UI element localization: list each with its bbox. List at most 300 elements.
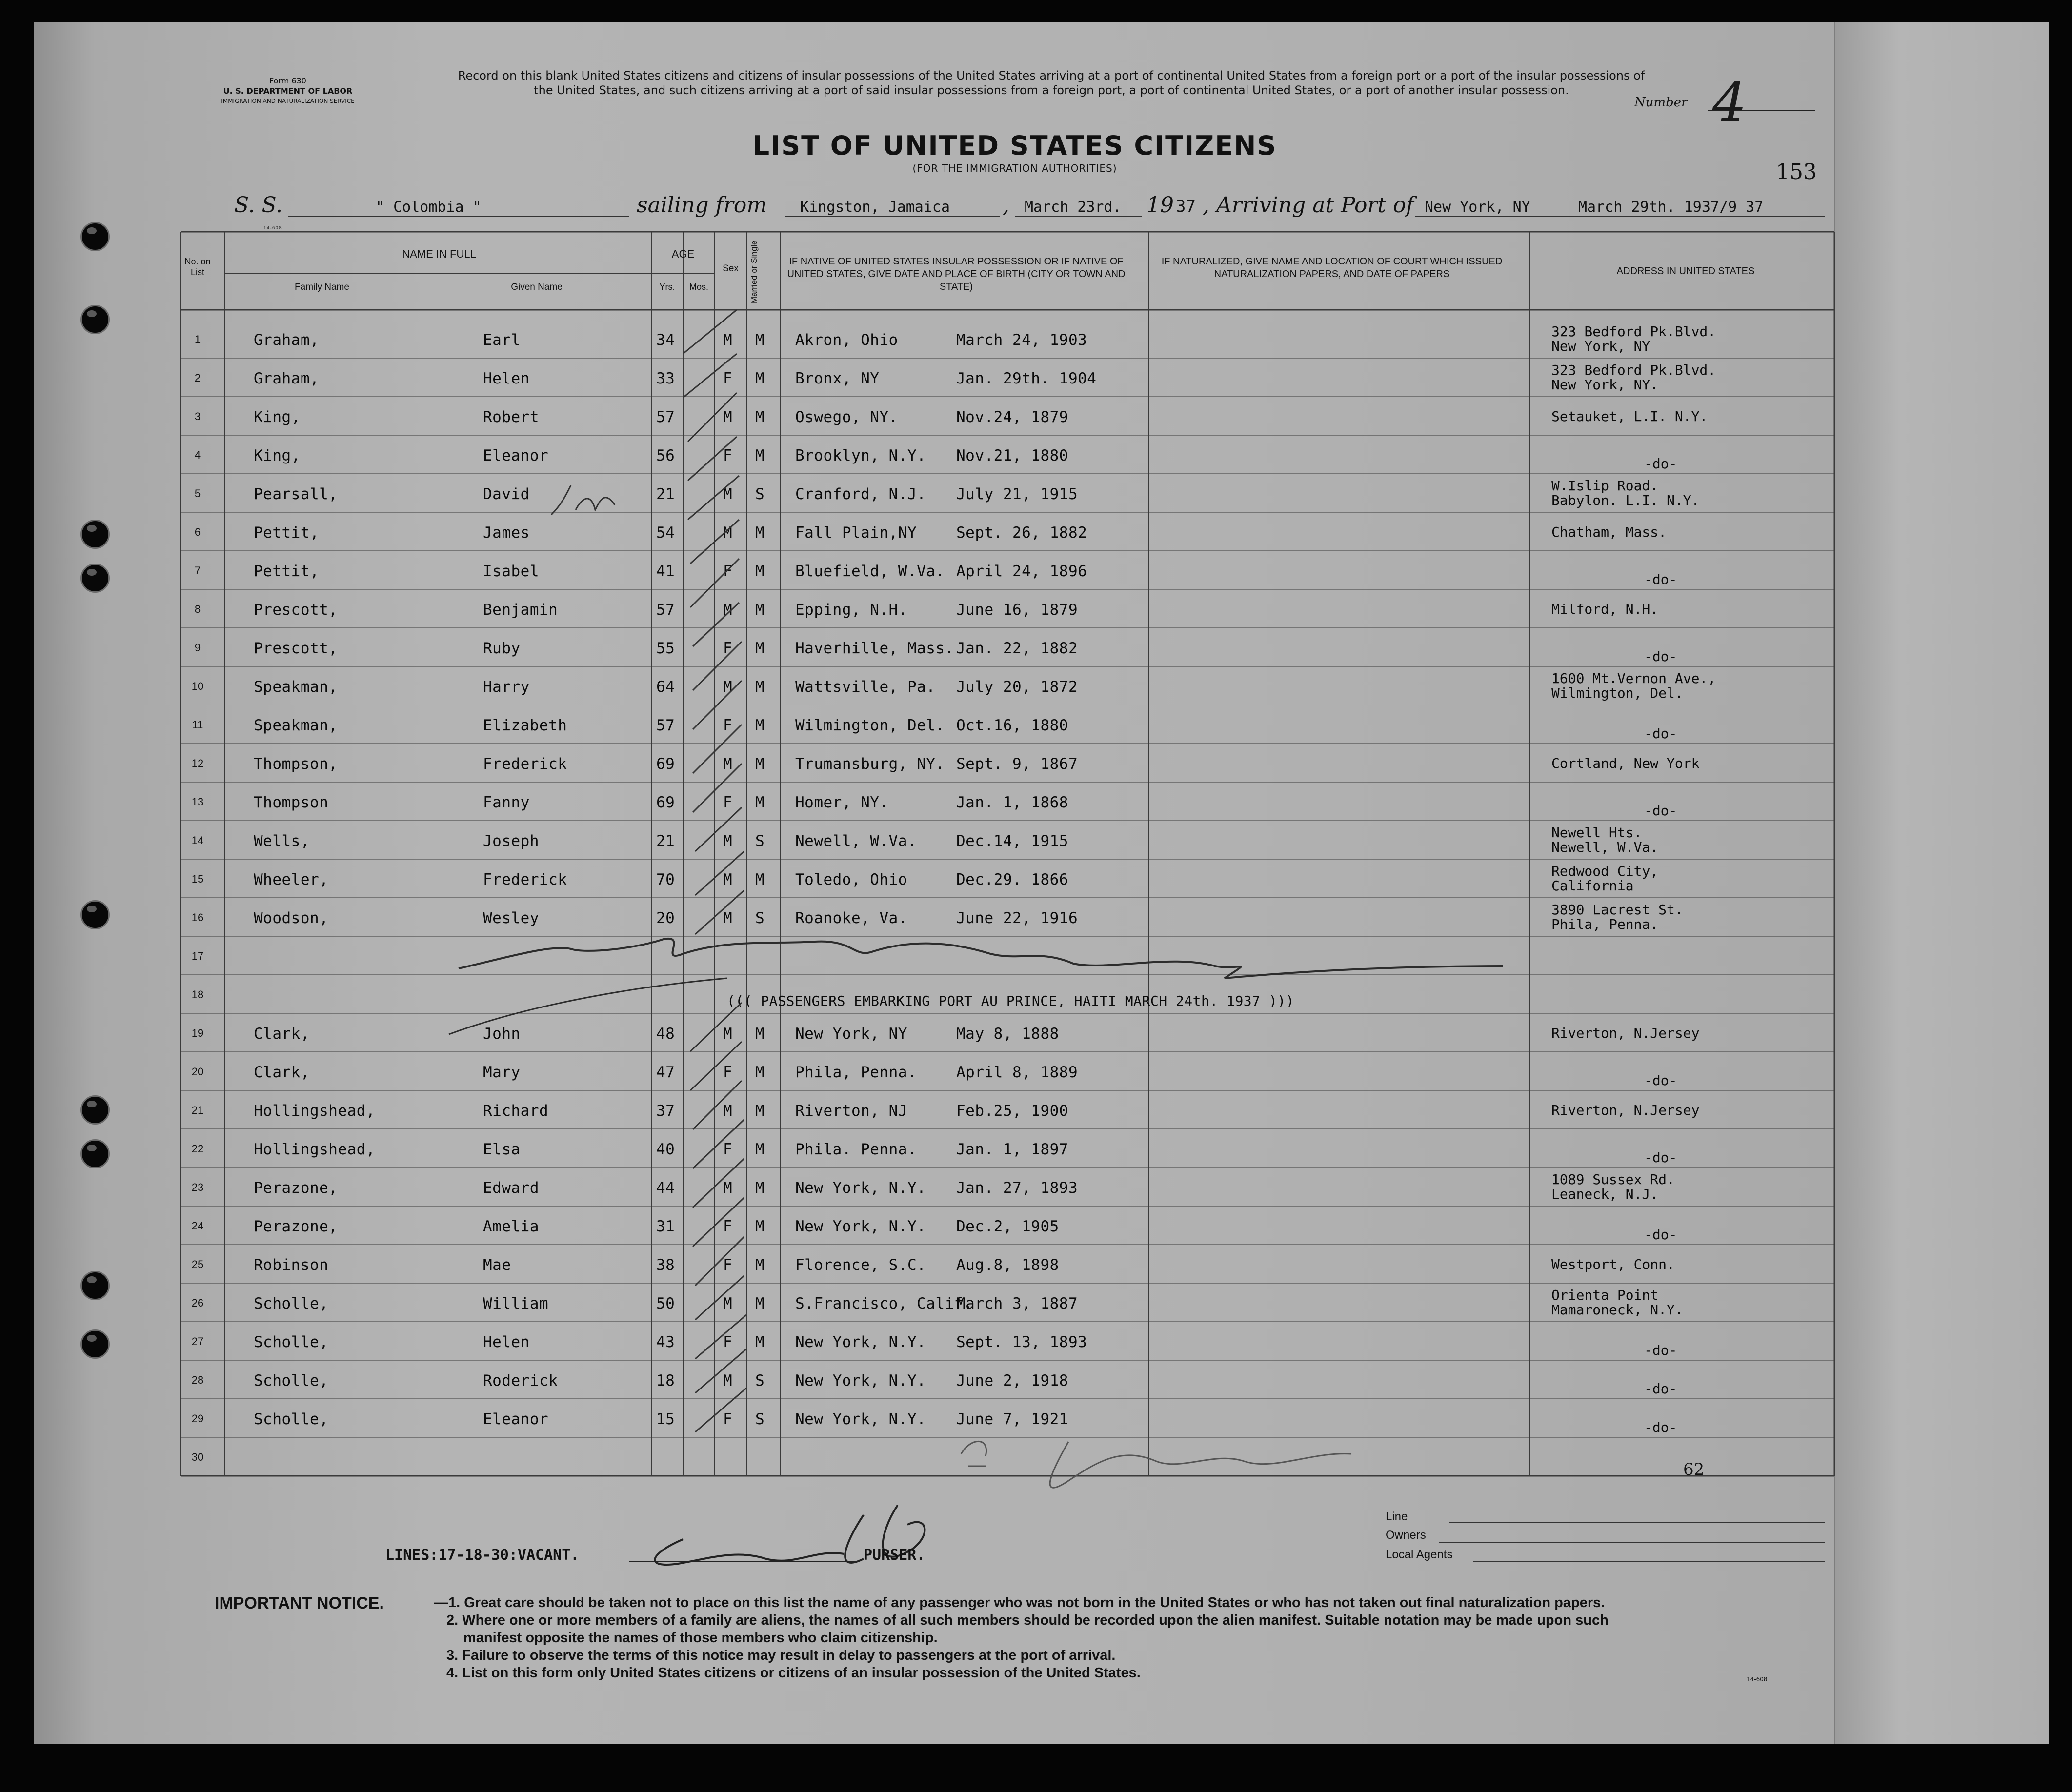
notice-3: 3. Failure to observe the terms of this notice may result in delay to passengers at the port of arrival. — [446, 1648, 1116, 1663]
punch-hole — [80, 564, 110, 593]
row-number: 28 — [191, 1374, 204, 1386]
sex: F — [723, 1141, 733, 1158]
arrival-port: New York, NY — [1425, 199, 1530, 216]
address — [1551, 756, 1699, 771]
birth-place: Cranford, N.J. — [795, 485, 926, 503]
row-number: 18 — [191, 988, 204, 1001]
sex: M — [723, 524, 733, 542]
sheet-edge — [1834, 22, 2049, 1744]
birth-date: Feb.25, 1900 — [956, 1102, 1068, 1120]
address — [1551, 1172, 1675, 1202]
marital-status: M — [755, 370, 765, 387]
address — [1644, 649, 1677, 664]
sex: M — [723, 1025, 733, 1043]
arrival-date-rule — [1571, 216, 1825, 217]
address-line: Milford, N.H. — [1551, 601, 1659, 617]
arriving-label: , Arriving at Port of — [1203, 193, 1414, 218]
birth-place: Newell, W.Va. — [795, 832, 917, 850]
punch-hole — [80, 1139, 110, 1168]
birth-place: Akron, Ohio — [795, 331, 898, 349]
birth-place: Roanoke, Va. — [795, 909, 907, 927]
birth-date: Sept. 13, 1893 — [956, 1333, 1087, 1351]
given-name: Fanny — [483, 794, 530, 811]
address — [1644, 1382, 1677, 1396]
birth-date: June 2, 1918 — [956, 1372, 1068, 1389]
row-number: 19 — [191, 1027, 204, 1039]
age-years: 69 — [656, 794, 675, 811]
address — [1551, 1103, 1699, 1118]
age-years: 20 — [656, 909, 675, 927]
marital-status: S — [755, 909, 765, 927]
row-number: 21 — [191, 1104, 204, 1116]
sex: F — [723, 1256, 733, 1274]
birth-place: New York, N.Y. — [795, 1410, 926, 1428]
age-years: 70 — [656, 871, 675, 888]
family-name: Scholle, — [254, 1410, 329, 1428]
address-line: -do- — [1644, 456, 1677, 472]
birth-date: July 21, 1915 — [956, 485, 1078, 503]
family-name: Pettit, — [254, 563, 320, 580]
sex: F — [723, 794, 733, 811]
birth-place: Florence, S.C. — [795, 1256, 926, 1274]
punch-hole — [80, 1329, 110, 1359]
family-name: Scholle, — [254, 1295, 329, 1312]
address — [1551, 903, 1683, 932]
address — [1644, 457, 1677, 471]
birth-date: Dec.29. 1866 — [956, 871, 1068, 888]
address-line: 323 Bedford Pk.Blvd. — [1551, 323, 1716, 340]
embark-note: ((( PASSENGERS EMBARKING PORT AU PRINCE, HAITI MARCH 24th. 1937 ))) — [727, 993, 1294, 1009]
number-label: Number — [1634, 95, 1688, 110]
birth-date: Aug.8, 1898 — [956, 1256, 1059, 1274]
age-years: 21 — [656, 485, 675, 503]
col-birth: IF NATIVE OF UNITED STATES INSULAR POSSESSION OR IF NATIVE OF UNITED STATES, GIVE DATE AND PLACE OF BIRTH (CITY OR TOWN AND STATE) — [787, 256, 1126, 292]
given-name: James — [483, 524, 530, 542]
number-value: 4 — [1712, 71, 1747, 133]
marital-status: M — [755, 1218, 765, 1235]
family-name: Robinson — [254, 1256, 329, 1274]
address — [1551, 826, 1658, 855]
row-number: 24 — [191, 1220, 204, 1232]
address — [1551, 363, 1716, 392]
birth-place: Trumansburg, NY. — [795, 755, 945, 773]
given-name: John — [483, 1025, 521, 1043]
address — [1551, 671, 1716, 701]
age-years: 37 — [656, 1102, 675, 1120]
sex: M — [723, 1372, 733, 1389]
sex: M — [723, 485, 733, 503]
birth-date: June 16, 1879 — [956, 601, 1078, 619]
birth-date: Oct.16, 1880 — [956, 717, 1068, 734]
age-years: 50 — [656, 1295, 675, 1312]
sex: F — [723, 563, 733, 580]
family-name: King, — [254, 447, 301, 464]
agents-label: Local Agents — [1386, 1548, 1453, 1561]
ship-rule — [288, 216, 629, 217]
age-years: 33 — [656, 370, 675, 387]
sex: F — [723, 1218, 733, 1235]
birth-place: New York, N.Y. — [795, 1333, 926, 1351]
owners-label: Owners — [1386, 1529, 1426, 1542]
family-name: Hollingshead, — [254, 1141, 376, 1158]
birth-date: May 8, 1888 — [956, 1025, 1059, 1043]
punch-hole — [80, 305, 110, 334]
birth-date: Jan. 1, 1868 — [956, 794, 1068, 811]
birth-date: Sept. 26, 1882 — [956, 524, 1087, 542]
marital-status: M — [755, 601, 765, 619]
col-mos: Mos. — [689, 282, 708, 292]
address — [1551, 864, 1658, 893]
age-years: 57 — [656, 601, 675, 619]
marital-status: M — [755, 871, 765, 888]
row-number: 9 — [194, 642, 201, 654]
punch-hole — [80, 1271, 110, 1300]
address-line: 1600 Mt.Vernon Ave., — [1551, 670, 1716, 686]
row-number: 4 — [194, 449, 201, 461]
marital-status: S — [755, 832, 765, 850]
address-line: Babylon. L.I. N.Y. — [1551, 492, 1700, 508]
inspector-signature — [961, 1441, 1351, 1488]
purser-signature-line — [629, 1561, 859, 1562]
marital-status: S — [755, 1410, 765, 1428]
birth-place: Phila, Penna. — [795, 1064, 917, 1081]
age-years: 69 — [656, 755, 675, 773]
address-line: Phila, Penna. — [1551, 916, 1659, 932]
vacant-lines: LINES:17-18-30:VACANT. — [385, 1547, 580, 1564]
address-line: -do- — [1644, 725, 1677, 742]
address — [1644, 804, 1677, 818]
annotation-scribble — [551, 485, 615, 515]
birth-place: S.Francisco, Calif. — [795, 1295, 973, 1312]
notice-title: IMPORTANT NOTICE. — [215, 1594, 384, 1612]
age-years: 41 — [656, 563, 675, 580]
void-scribble — [459, 939, 1503, 978]
check-marks-upper — [683, 310, 744, 934]
address-line: New York, NY — [1551, 338, 1650, 354]
marital-status: M — [755, 755, 765, 773]
given-name: Benjamin — [483, 601, 558, 619]
given-name: Elsa — [483, 1141, 521, 1158]
sex: F — [723, 370, 733, 387]
punch-hole — [80, 222, 110, 251]
marital-status: M — [755, 717, 765, 734]
address-line: -do- — [1644, 1381, 1677, 1397]
address — [1551, 324, 1716, 354]
address-line: Chatham, Mass. — [1551, 524, 1667, 540]
address — [1551, 1026, 1699, 1041]
given-name: Richard — [483, 1102, 549, 1120]
address-line: -do- — [1644, 1072, 1677, 1088]
given-name: Robert — [483, 408, 539, 426]
footer-code: 14-608 — [1747, 1676, 1768, 1683]
sailing-label: sailing from — [637, 193, 767, 218]
line-field-rule — [1449, 1522, 1825, 1523]
address-line: Mamaroneck, N.Y. — [1551, 1302, 1683, 1318]
family-name: Wheeler, — [254, 871, 329, 888]
punch-hole — [80, 520, 110, 549]
birth-place: Bronx, NY — [795, 370, 880, 387]
sex: M — [723, 755, 733, 773]
age-years: 56 — [656, 447, 675, 464]
row-number: 12 — [191, 757, 204, 769]
sex: M — [723, 1179, 733, 1197]
family-name: Thompson — [254, 794, 329, 811]
row-number: 14 — [191, 834, 204, 846]
sex: M — [723, 408, 733, 426]
address — [1644, 1073, 1677, 1088]
given-name: Mary — [483, 1064, 521, 1081]
year-value: 37 — [1176, 197, 1196, 216]
birth-date: June 22, 1916 — [956, 909, 1078, 927]
age-years: 57 — [656, 408, 675, 426]
address-line: Cortland, New York — [1551, 755, 1700, 771]
marital-status: M — [755, 1102, 765, 1120]
sex: F — [723, 640, 733, 657]
row-number: 3 — [194, 410, 201, 423]
age-years: 38 — [656, 1256, 675, 1274]
family-name: Speakman, — [254, 678, 338, 696]
address-line: -do- — [1644, 648, 1677, 664]
birth-date: Jan. 27, 1893 — [956, 1179, 1078, 1197]
birth-place: Toledo, Ohio — [795, 871, 907, 888]
row-number: 17 — [191, 950, 204, 962]
sex: M — [723, 331, 733, 349]
birth-date: Sept. 9, 1867 — [956, 755, 1078, 773]
sailing-date-rule — [1015, 216, 1142, 217]
row-number: 27 — [191, 1335, 204, 1348]
marital-status: M — [755, 447, 765, 464]
row-number: 20 — [191, 1066, 204, 1078]
marital-status: M — [755, 331, 765, 349]
family-name: Prescott, — [254, 601, 338, 619]
given-name: Ruby — [483, 640, 521, 657]
notice-2-cont: manifest opposite the names of those members who claim citizenship. — [463, 1630, 938, 1646]
check-marks-lower — [690, 1003, 746, 1432]
age-years: 43 — [656, 1333, 675, 1351]
col-family-name: Family Name — [295, 282, 349, 292]
row-number: 1 — [194, 333, 201, 345]
birth-date: June 7, 1921 — [956, 1410, 1068, 1428]
given-name: Helen — [483, 1333, 530, 1351]
family-name: Perazone, — [254, 1179, 338, 1197]
col-yrs: Yrs. — [659, 282, 675, 292]
sex: M — [723, 909, 733, 927]
notice-1: —1. Great care should be taken not to place on this list the name of any passenger who was not born in the United States or who has not taken out final naturalization papers. — [434, 1595, 1605, 1611]
birth-place: Phila. Penna. — [795, 1141, 917, 1158]
sex: F — [723, 447, 733, 464]
address-line: -do- — [1644, 571, 1677, 587]
birth-date: Dec.14, 1915 — [956, 832, 1068, 850]
age-years: 64 — [656, 678, 675, 696]
birth-place: Oswego, NY. — [795, 408, 898, 426]
birth-date: Nov.21, 1880 — [956, 447, 1068, 464]
birth-date: April 8, 1889 — [956, 1064, 1078, 1081]
agents-field-rule — [1473, 1561, 1825, 1562]
family-name: King, — [254, 408, 301, 426]
birth-place: Homer, NY. — [795, 794, 889, 811]
given-name: William — [483, 1295, 549, 1312]
row-number: 11 — [192, 719, 203, 731]
address-line: 323 Bedford Pk.Blvd. — [1551, 362, 1716, 378]
address-line: 3890 Lacrest St. — [1551, 902, 1683, 918]
given-name: Frederick — [483, 871, 567, 888]
sex: F — [723, 1064, 733, 1081]
arrival-date: March 29th. 1937/9 37 — [1578, 199, 1764, 216]
marital-status: M — [755, 1256, 765, 1274]
given-name: Mae — [483, 1256, 511, 1274]
row-number: 13 — [191, 796, 204, 808]
family-name: Graham, — [254, 331, 320, 349]
row-number: 8 — [194, 603, 201, 615]
given-name: Amelia — [483, 1218, 539, 1235]
birth-date: Jan. 1, 1897 — [956, 1141, 1068, 1158]
col-address: ADDRESS IN UNITED STATES — [1616, 266, 1755, 277]
marital-status: M — [755, 1064, 765, 1081]
address-line: Wilmington, Del. — [1551, 685, 1683, 701]
col-naturalized: IF NATURALIZED, GIVE NAME AND LOCATION OF COURT WHICH ISSUED NATURALIZATION PAPERS, AND DATE OF PAPERS — [1161, 256, 1503, 280]
row-number: 6 — [194, 526, 201, 538]
row-number: 26 — [191, 1297, 204, 1309]
given-name: Elizabeth — [483, 717, 567, 734]
col-married-single: Married or Single — [749, 240, 759, 303]
print-code: 14-608 — [263, 226, 282, 231]
form-id-line: Form 630 — [269, 76, 306, 85]
row-number: 16 — [191, 911, 204, 924]
ss-label: S. S. — [234, 193, 283, 218]
given-name: Eleanor — [483, 447, 549, 464]
line-label: Line — [1386, 1510, 1408, 1523]
family-name: Woodson, — [254, 909, 329, 927]
sex: M — [723, 601, 733, 619]
marital-status: M — [755, 640, 765, 657]
address-line: Redwood City, — [1551, 863, 1659, 879]
address — [1551, 525, 1667, 540]
age-years: 57 — [656, 717, 675, 734]
row-number: 25 — [191, 1258, 204, 1270]
address-line: Riverton, N.Jersey — [1551, 1025, 1700, 1041]
given-name: Earl — [483, 331, 521, 349]
birth-place: Riverton, NJ — [795, 1102, 907, 1120]
birth-place: Fall Plain,NY — [795, 524, 917, 542]
address-line: 1089 Sussex Rd. — [1551, 1171, 1675, 1188]
given-name: Wesley — [483, 909, 539, 927]
col-given-name: Given Name — [511, 282, 563, 292]
ship-name: " Colombia " — [376, 199, 482, 216]
purser-label: PURSER. — [864, 1547, 925, 1564]
age-years: 31 — [656, 1218, 675, 1235]
address-line: Orienta Point — [1551, 1287, 1659, 1303]
given-name: Frederick — [483, 755, 567, 773]
address — [1551, 602, 1658, 617]
age-years: 18 — [656, 1372, 675, 1389]
sex: F — [723, 1333, 733, 1351]
marital-status: M — [755, 1333, 765, 1351]
sailing-from: Kingston, Jamaica — [800, 199, 950, 216]
address-line: -do- — [1644, 1227, 1677, 1243]
birth-place: Epping, N.H. — [795, 601, 907, 619]
punch-hole — [80, 1095, 110, 1125]
given-name: Harry — [483, 678, 530, 696]
birth-date: Dec.2, 1905 — [956, 1218, 1059, 1235]
address — [1644, 726, 1677, 741]
age-years: 44 — [656, 1179, 675, 1197]
marital-status: M — [755, 408, 765, 426]
birth-place: Haverhille, Mass. — [795, 640, 954, 657]
address — [1644, 1420, 1677, 1435]
row-number: 23 — [191, 1181, 204, 1193]
address-line: New York, NY. — [1551, 377, 1659, 393]
birth-date: March 3, 1887 — [956, 1295, 1078, 1312]
address — [1551, 479, 1699, 508]
address — [1644, 1343, 1677, 1358]
birth-date: Nov.24, 1879 — [956, 408, 1068, 426]
comma: , — [1003, 193, 1009, 218]
birth-date: March 24, 1903 — [956, 331, 1087, 349]
family-name: Perazone, — [254, 1218, 338, 1235]
address-line: -do- — [1644, 1342, 1677, 1358]
marital-status: M — [755, 1141, 765, 1158]
sex: M — [723, 871, 733, 888]
sex: M — [723, 1295, 733, 1312]
family-name: Thompson, — [254, 755, 338, 773]
form-id-line: U. S. DEPARTMENT OF LABOR — [223, 86, 353, 96]
row-number: 15 — [191, 873, 204, 885]
birth-place: Wattsville, Pa. — [795, 678, 936, 696]
birth-place: New York, NY — [795, 1025, 907, 1043]
marginal-count: 62 — [1683, 1460, 1705, 1479]
age-years: 55 — [656, 640, 675, 657]
year-prefix: 19 — [1147, 193, 1174, 218]
row-number: 22 — [191, 1143, 204, 1155]
address — [1644, 1150, 1677, 1165]
address — [1644, 572, 1677, 587]
record-instructions: Record on this blank United States citizens and citizens of insular possessions of the United States arriving at a port of continental United States from a foreign port or a port of the insular possessions of the United States, and such citizens arriving at a port of said insular possessions from a foreign port, a port of continental United States, or a port of another insular possession. — [458, 69, 1645, 97]
col-name-in-full: NAME IN FULL — [402, 248, 476, 260]
col-sex: Sex — [723, 263, 739, 274]
marital-status: S — [755, 1372, 765, 1389]
age-years: 48 — [656, 1025, 675, 1043]
family-name: Hollingshead, — [254, 1102, 376, 1120]
family-name: Speakman, — [254, 717, 338, 734]
address — [1551, 1288, 1683, 1317]
address-line: -do- — [1644, 1419, 1677, 1435]
address — [1644, 1228, 1677, 1242]
row-number: 2 — [194, 372, 201, 384]
given-name: Edward — [483, 1179, 539, 1197]
punch-hole — [80, 900, 110, 929]
birth-date: July 20, 1872 — [956, 678, 1078, 696]
address — [1551, 1257, 1675, 1272]
notice-4: 4. List on this form only United States citizens or citizens of an insular possession of the United States. — [446, 1665, 1141, 1681]
sex: M — [723, 1102, 733, 1120]
sex: M — [723, 832, 733, 850]
birth-date: April 24, 1896 — [956, 563, 1087, 580]
birth-place: Bluefield, W.Va. — [795, 563, 945, 580]
form-id-line: IMMIGRATION AND NATURALIZATION SERVICE — [221, 98, 355, 104]
family-name: Graham, — [254, 370, 320, 387]
birth-place: New York, N.Y. — [795, 1372, 926, 1389]
col-age: AGE — [671, 248, 695, 260]
manifest-sheet — [34, 22, 2049, 1744]
sailing-date: March 23rd. — [1025, 199, 1122, 216]
row-number: 10 — [191, 680, 204, 692]
marital-status: M — [755, 1179, 765, 1197]
row-number: 5 — [194, 487, 201, 500]
birth-date: Jan. 22, 1882 — [956, 640, 1078, 657]
sex: F — [723, 717, 733, 734]
family-name: Pettit, — [254, 524, 320, 542]
marital-status: M — [755, 1025, 765, 1043]
